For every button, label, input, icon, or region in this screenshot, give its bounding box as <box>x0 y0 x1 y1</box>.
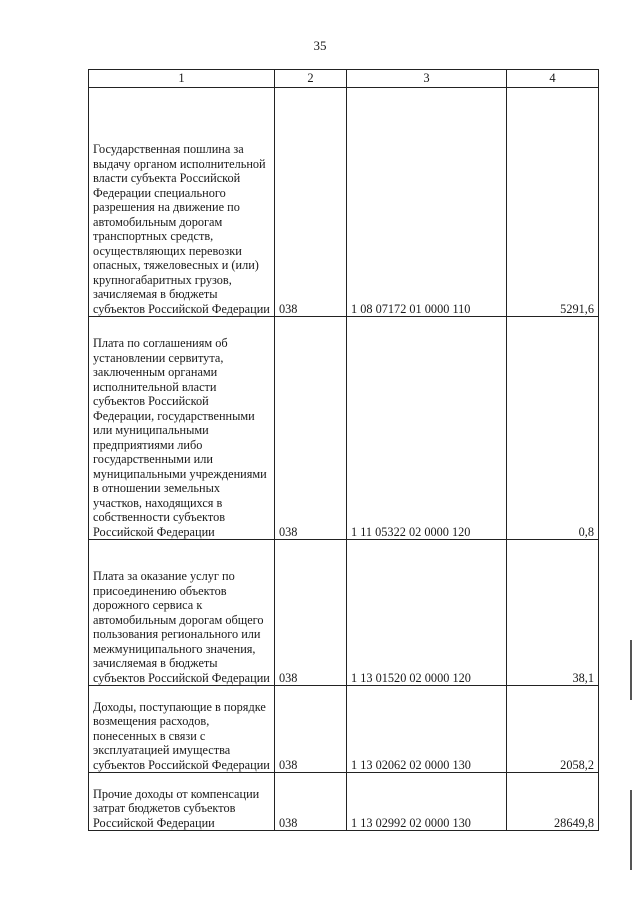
amount-value: 0,8 <box>507 317 599 540</box>
table-header <box>89 70 599 88</box>
header-col-2: 2 <box>275 70 347 88</box>
table-row <box>89 540 599 686</box>
income-name: Плата по соглашениям об установлении сервитута, заключенным органами исполнительной власти субъектов Российской Федерации, государственными или муниципальными предприятиями либо государственными или муниципальными учреждениями в отношении земельных участков, находящихся в собственности субъектов Российской Федерации <box>89 317 275 540</box>
scan-edge-mark <box>630 790 632 870</box>
amount-value: 28649,8 <box>507 773 599 831</box>
table-row <box>89 317 599 540</box>
admin-code: 038 <box>275 88 347 317</box>
amount-value: 38,1 <box>507 540 599 686</box>
header-row <box>89 70 599 88</box>
budget-classification-code: 1 13 01520 02 0000 120 <box>347 540 507 686</box>
admin-code: 038 <box>275 540 347 686</box>
budget-classification-code: 1 08 07172 01 0000 110 <box>347 88 507 317</box>
page-number: 35 <box>313 38 327 53</box>
revenue-table <box>88 69 599 831</box>
header-col-4: 4 <box>507 70 599 88</box>
header-col-3: 3 <box>347 70 507 88</box>
header-col-1: 1 <box>89 70 275 88</box>
budget-classification-code: 1 13 02062 02 0000 130 <box>347 686 507 773</box>
income-name: Плата за оказание услуг по присоединению объектов дорожного сервиса к автомобильным дорогам общего пользования регионального или межмуниципального значения, зачисляемая в бюджеты субъектов Российской Федерации <box>89 540 275 686</box>
admin-code: 038 <box>275 773 347 831</box>
budget-classification-code: 1 13 02992 02 0000 130 <box>347 773 507 831</box>
income-name: Доходы, поступающие в порядке возмещения расходов, понесенных в связи с эксплуатацией имущества субъектов Российской Федерации <box>89 686 275 773</box>
table-row <box>89 88 599 317</box>
scan-edge-mark <box>630 640 632 700</box>
table-row <box>89 773 599 831</box>
amount-value: 5291,6 <box>507 88 599 317</box>
admin-code: 038 <box>275 317 347 540</box>
budget-classification-code: 1 11 05322 02 0000 120 <box>347 317 507 540</box>
admin-code: 038 <box>275 686 347 773</box>
income-name: Государственная пошлина за выдачу органом исполнительной власти субъекта Российской Федерации специального разрешения на движение по автомобильным дорогам транспортных средств, осуществляющих перевозки опасных, тяжеловесных и (или) крупногабаритных грузов, зачисляемая в бюджеты субъектов Российской Федерации <box>89 88 275 317</box>
income-name: Прочие доходы от компенсации затрат бюджетов субъектов Российской Федерации <box>89 773 275 831</box>
table-row <box>89 686 599 773</box>
amount-value: 2058,2 <box>507 686 599 773</box>
